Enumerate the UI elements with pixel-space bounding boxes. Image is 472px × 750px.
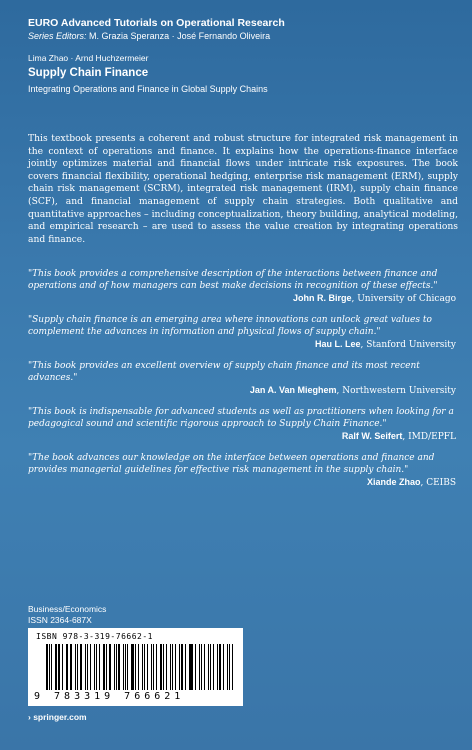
- barcode-bar: [204, 644, 206, 690]
- classification-info: [28, 604, 106, 626]
- endorser-affiliation: , IMD/EPFL: [402, 432, 456, 442]
- barcode-bar: [179, 644, 181, 690]
- book-subtitle: Integrating Operations and Finance in Global Supply Chains: [28, 84, 268, 94]
- endorser-name: John R. Birge: [292, 293, 352, 303]
- endorsement-attribution: [28, 430, 456, 443]
- book-description: [28, 133, 458, 246]
- barcode-bar: [46, 644, 48, 690]
- barcode-bar: [49, 644, 50, 690]
- barcode-bar: [156, 644, 157, 690]
- barcode-bar: [229, 644, 231, 690]
- barcode-bar: [138, 644, 139, 690]
- barcode-bar: [85, 644, 86, 690]
- barcode-bar: [160, 644, 162, 690]
- barcode-bar: [210, 644, 211, 690]
- barcode-bar: [163, 644, 164, 690]
- barcode-bar: [77, 644, 78, 690]
- barcode-bar: [195, 644, 197, 690]
- series-editors-names: M. Grazia Speranza · José Fernando Oliveira: [89, 31, 271, 41]
- barcode-bar: [123, 644, 124, 690]
- barcode-bar: [127, 644, 128, 690]
- barcode-bar: [144, 644, 146, 690]
- endorsement-text: "Supply chain finance is an emerging area where innovations can unlock great values to complement the advances in information and physical flows of supply chain.": [28, 315, 432, 337]
- barcode-bar: [189, 644, 190, 690]
- barcode-bar: [125, 644, 126, 690]
- endorser-name: Ralf W. Seifert: [341, 431, 403, 441]
- barcode-bar: [153, 644, 154, 690]
- series-editors: [28, 30, 448, 43]
- endorsement: [28, 406, 456, 443]
- barcode-bar: [55, 644, 57, 690]
- barcode-bar: [190, 644, 192, 690]
- endorsements: [28, 268, 456, 498]
- endorser-affiliation: , University of Chicago: [351, 294, 456, 304]
- barcode-bar: [94, 644, 95, 690]
- book-title: Supply Chain Finance: [28, 67, 149, 79]
- endorsement: [28, 268, 456, 305]
- endorser-affiliation: , Stanford University: [360, 340, 456, 350]
- barcode-bar: [217, 644, 218, 690]
- endorser-name: Xiande Zhao: [366, 477, 421, 487]
- series-title: EURO Advanced Tutorials on Operational Research: [28, 17, 285, 29]
- barcode-bar: [99, 644, 101, 690]
- endorser-affiliation: , Northwestern University: [336, 386, 456, 396]
- endorsement-text: "This book provides a comprehensive description of the interactions between finance and operations and of how managers can best make decisions in recognition of these effects.": [28, 269, 438, 291]
- barcode-bar: [116, 644, 117, 690]
- description-text: This textbook presents a coherent and robust structure for integrated risk management in the context of operations and finance. It explains how the operations-finance interface jointly optimizes material and financial flows under intricate risk exposures. The book covers financial flexibility, operational hedging, enterprise risk management (ERM), supply chain risk management (SCRM), integrated risk management (IRM), supply chain finance (SCF), and financial management of supply chain strategies. Both qualitative and quantitative approaches – including conceptualization, theory building, analytical modeling, and empirical research – are used to assess the value creation by integrating operations and finance.: [28, 133, 458, 245]
- isbn-number: ISBN 978-3-319-76662-1: [36, 632, 153, 641]
- barcode-bar: [201, 644, 202, 690]
- barcode-bar: [106, 644, 107, 690]
- endorser-name: Jan A. Van Mieghem: [249, 385, 337, 395]
- barcode-bar: [172, 644, 173, 690]
- barcode-bar: [199, 644, 200, 690]
- barcode-bar: [208, 644, 209, 690]
- barcode-bar: [90, 644, 92, 690]
- endorsement-text: "This book provides an excellent overview of supply chain finance and its most recent advances.": [28, 361, 420, 383]
- endorsement-attribution: [28, 338, 456, 351]
- barcode-bar: [219, 644, 221, 690]
- endorser-name: Hau L. Lee: [314, 339, 361, 349]
- barcode-bar: [223, 644, 224, 690]
- barcode-bar: [114, 644, 115, 690]
- barcode-bar: [75, 644, 77, 690]
- endorsement: [28, 314, 456, 351]
- barcode-bar: [58, 644, 60, 690]
- barcode-bar: [103, 644, 105, 690]
- barcode-bar: [147, 644, 148, 690]
- endorser-affiliation: , CEIBS: [420, 478, 456, 488]
- barcode-bar: [66, 644, 67, 690]
- subject-category: Business/Economics: [28, 604, 107, 614]
- barcode-bar: [142, 644, 143, 690]
- barcode-bar: [62, 644, 63, 690]
- barcode-bar: [80, 644, 82, 690]
- barcode: [28, 628, 243, 706]
- barcode-bar: [118, 644, 120, 690]
- endorsement-attribution: [28, 292, 456, 305]
- endorsement: [28, 360, 456, 397]
- barcode-bar: [227, 644, 228, 690]
- publisher-website: › springer.com: [28, 712, 87, 722]
- barcode-bar: [67, 644, 68, 690]
- endorsement-text: "This book is indispensable for advanced students as well as practitioners when looking for a pedagogical sound and scientific rigorous approach to Supply Chain Finance.": [28, 407, 454, 429]
- barcode-bar: [181, 644, 183, 690]
- barcode-bar: [131, 644, 133, 690]
- barcode-bar: [51, 644, 52, 690]
- series-editors-label: Series Editors:: [28, 31, 87, 41]
- endorsement-attribution: [28, 384, 456, 397]
- barcode-bar: [170, 644, 171, 690]
- barcode-bar: [185, 644, 186, 690]
- endorsement: [28, 452, 456, 489]
- barcode-bar: [96, 644, 97, 690]
- barcode-bar: [70, 644, 72, 690]
- issn-number: ISSN 2364-687X: [28, 615, 92, 625]
- barcode-bar: [135, 644, 137, 690]
- book-authors: Lima Zhao · Arnd Huchzermeier: [28, 53, 149, 63]
- series-header: [28, 8, 448, 96]
- barcode-digits: 9 783319 766621: [34, 691, 185, 702]
- barcode-bars: [46, 644, 236, 690]
- barcode-bar: [175, 644, 176, 690]
- barcode-bar: [213, 644, 215, 690]
- barcode-bar: [87, 644, 88, 690]
- barcode-bar: [109, 644, 111, 690]
- barcode-bar: [166, 644, 168, 690]
- barcode-bar: [232, 644, 233, 690]
- endorsement-attribution: [28, 476, 456, 489]
- barcode-bar: [151, 644, 153, 690]
- endorsement-text: "The book advances our knowledge on the interface between operations and finance and provides managerial guidelines for effective risk management in the supply chain.": [28, 453, 435, 475]
